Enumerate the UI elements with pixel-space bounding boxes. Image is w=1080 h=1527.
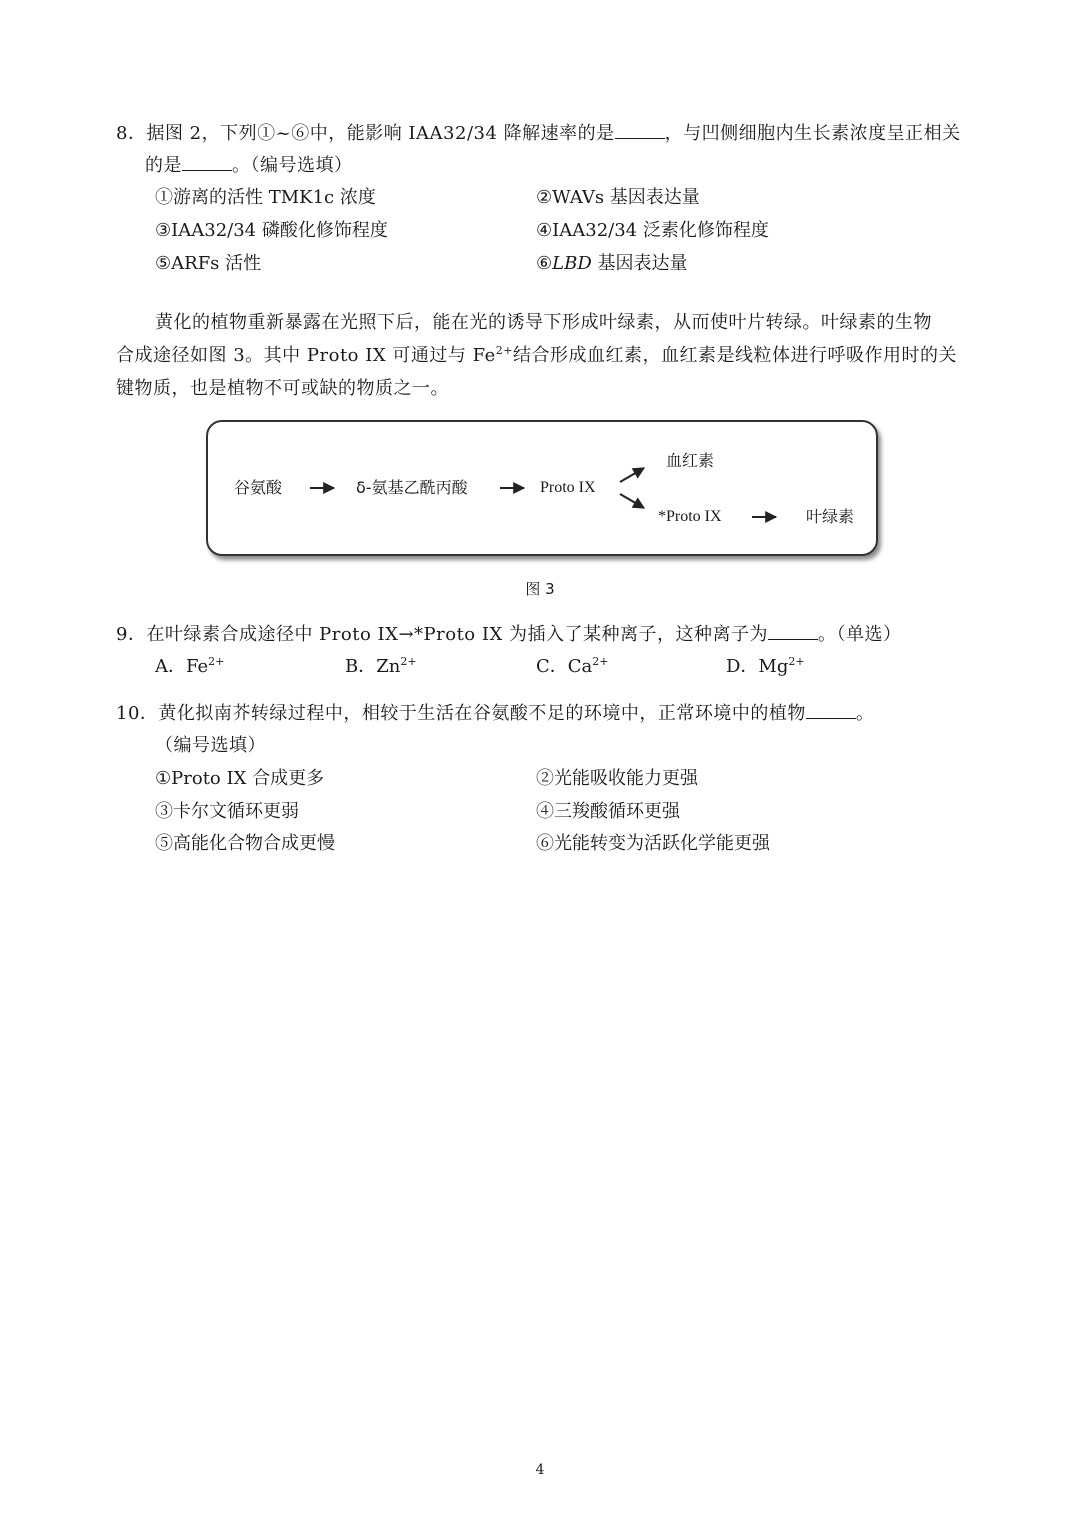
q10-option-1: ①Proto IX 合成更多 xyxy=(155,768,325,789)
q10-stem-end: 。 xyxy=(855,703,875,724)
arrow-icon xyxy=(620,468,644,482)
figure3-arrows xyxy=(208,422,876,554)
q9-option-c[interactable] xyxy=(536,655,609,679)
q10-stem-text: 10．黄化拟南芥转绿过程中，相较于生活在谷氨酸不足的环境中，正常环境中的植物 xyxy=(116,703,806,724)
q8-option-2: ②WAVs 基因表达量 xyxy=(536,187,700,208)
q8-option-3: ③IAA32/34 磷酸化修饰程度 xyxy=(155,220,388,241)
q10-option-5: ⑤高能化合物合成更慢 xyxy=(155,833,335,854)
q10-option-3: ③卡尔文循环更弱 xyxy=(155,801,299,822)
q10-answer-blank[interactable] xyxy=(806,701,856,719)
q8-option-6 xyxy=(536,252,688,276)
q8-stem-text: 8．据图 2，下列①~⑥中，能影响 IAA32/34 降解速率的是 xyxy=(116,123,615,144)
q8-stem-note: 。（编号选填） xyxy=(232,155,353,176)
q10-option-4: ④三羧酸循环更强 xyxy=(536,801,680,822)
node-proto-ix-star: *Proto IX xyxy=(658,508,722,525)
passage-line-1: 黄化的植物重新暴露在光照下后，能在光的诱导下形成叶绿素，从而使叶片转绿。叶绿素的生物 xyxy=(155,312,932,333)
q8-option-6-text: 基因表达量 xyxy=(591,253,688,274)
node-glutamate: 谷氨酸 xyxy=(234,478,283,497)
q9-stem-note: 。（单选） xyxy=(818,624,902,645)
figure3-caption: 图 3 xyxy=(525,580,555,598)
node-ala: δ-氨基乙酰丙酸 xyxy=(356,478,468,497)
passage-line-2 xyxy=(116,344,957,368)
page-number: 4 xyxy=(535,1462,545,1478)
q9-option-a-label: A．Fe xyxy=(155,656,209,677)
q9-option-d[interactable] xyxy=(726,655,805,679)
q8-option-6-gene: LBD xyxy=(552,253,592,274)
q8-option-5: ⑤ARFs 活性 xyxy=(155,253,262,274)
q9-stem-text: 9．在叶绿素合成途径中 Proto IX→*Proto IX 为插入了某种离子，这种离子为 xyxy=(116,624,769,645)
q8-stem-line1 xyxy=(116,121,961,146)
q9-option-b-label: B．Zn xyxy=(345,656,401,677)
q10-option-2: ②光能吸收能力更强 xyxy=(536,768,698,789)
q8-option-1: ①游离的活性 TMK1c 浓度 xyxy=(155,187,376,208)
node-chlorophyll: 叶绿素 xyxy=(806,507,855,526)
q10-stem xyxy=(116,701,874,726)
q9-option-a[interactable] xyxy=(155,655,224,679)
figure3-diagram xyxy=(206,420,878,556)
passage-text-cont: 结合形成血红素，血红素是线粒体进行呼吸作用时的关 xyxy=(512,345,957,366)
passage-text: 合成途径如图 3。其中 Proto IX 可通过与 Fe xyxy=(116,345,496,366)
q9-option-d-label: D．Mg xyxy=(726,656,789,677)
q9-answer-blank[interactable] xyxy=(768,622,818,640)
q9-option-b-charge: 2+ xyxy=(400,655,417,668)
q9-option-c-charge: 2+ xyxy=(592,655,609,668)
q8-answer-blank-1[interactable] xyxy=(615,121,665,139)
q9-option-d-charge: 2+ xyxy=(788,655,805,668)
q8-stem-line2 xyxy=(145,153,353,178)
passage-line-3: 键物质，也是植物不可或缺的物质之一。 xyxy=(116,378,449,399)
passage-superscript: 2+ xyxy=(495,344,513,357)
arrow-icon xyxy=(620,494,644,508)
q8-stem-text-cont: ，与凹侧细胞内生长素浓度呈正相关 xyxy=(664,123,961,144)
q10-stem-note: （编号选填） xyxy=(155,735,266,756)
q9-stem xyxy=(116,622,902,647)
q9-option-b[interactable] xyxy=(345,655,417,679)
q8-option-6-marker: ⑥ xyxy=(536,253,553,274)
q8-option-4: ④IAA32/34 泛素化修饰程度 xyxy=(536,220,769,241)
q9-option-a-charge: 2+ xyxy=(208,655,225,668)
node-heme: 血红素 xyxy=(666,451,715,470)
node-proto-ix: Proto IX xyxy=(540,479,596,496)
q10-option-6: ⑥光能转变为活跃化学能更强 xyxy=(536,833,770,854)
q8-answer-blank-2[interactable] xyxy=(182,153,232,171)
q9-option-c-label: C．Ca xyxy=(536,656,593,677)
q8-stem-text: 的是 xyxy=(145,155,182,176)
